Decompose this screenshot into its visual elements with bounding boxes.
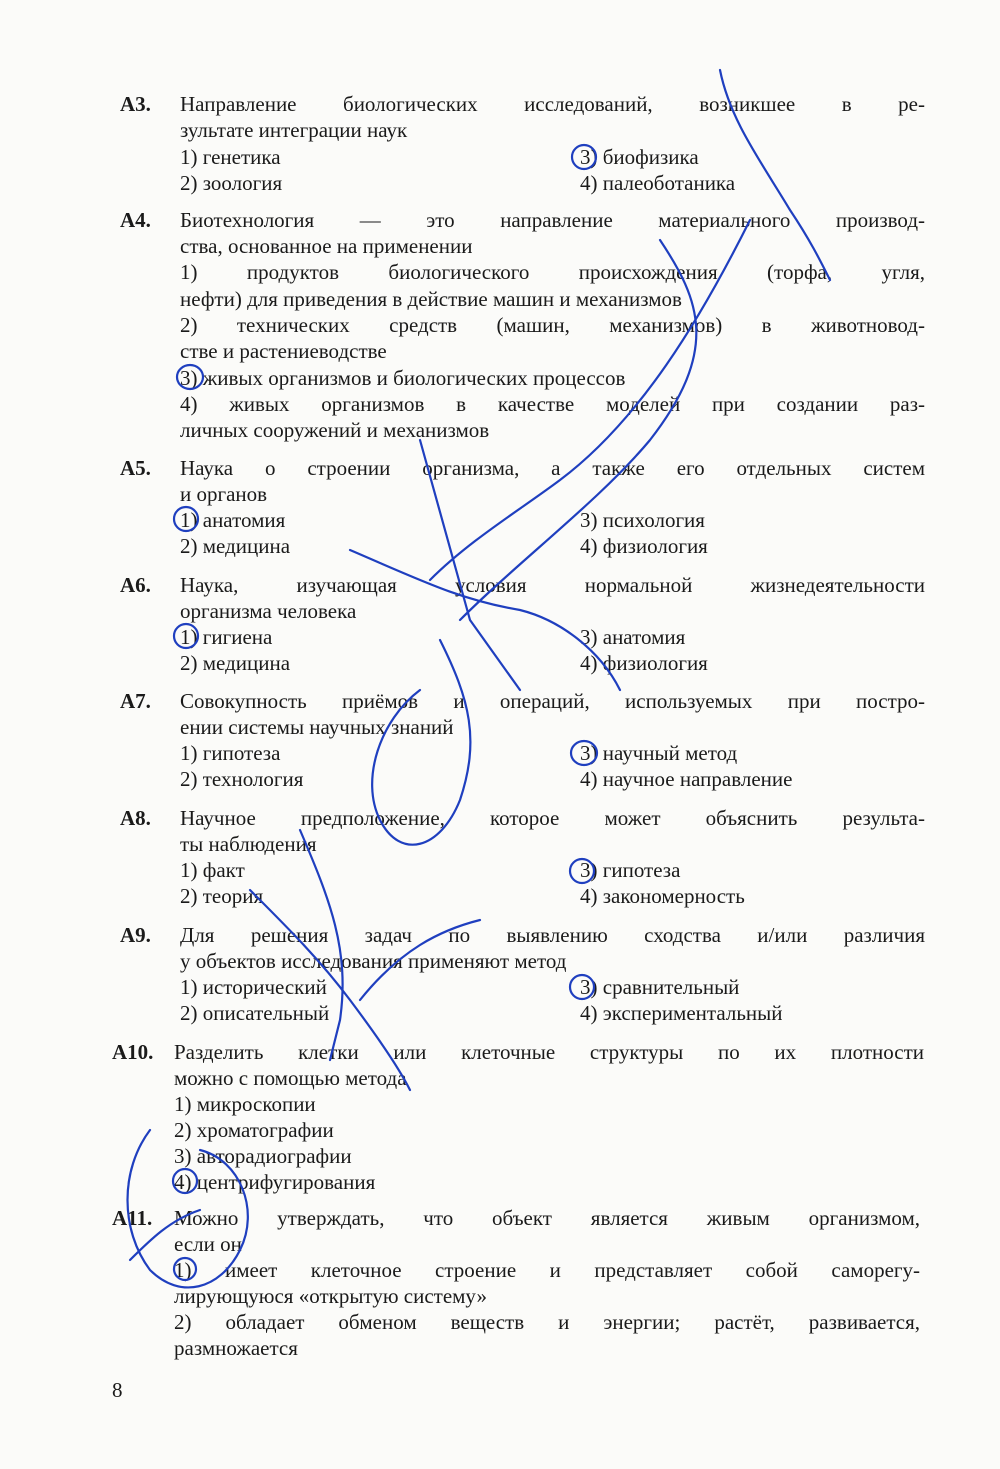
question-text: организма человека [180,599,357,623]
question-number: A10. [112,1040,154,1064]
option: размножается [174,1336,298,1360]
question-number: A3. [120,92,151,116]
question-number: A6. [120,573,151,597]
question-text: Направление биологических исследований, возникшее в ре- [180,92,925,116]
question-text: Для решения задач по выявлению сходства и/или различия [180,923,925,947]
option: 4) физиология [580,651,708,675]
option: 4) экспериментальный [580,1001,783,1025]
question-text: ства, основанное на применении [180,234,473,258]
option: 1) гигиена [180,625,273,649]
option: 3) живых организмов и биологических процессов [180,366,626,390]
option: 4) центрифугирования [174,1170,376,1194]
question-text: Наука, изучающая условия нормальной жизнедеятельности [180,573,925,597]
option: 4) физиология [580,534,708,558]
option: 3) гипотеза [580,858,681,882]
question-text: зультате интеграции наук [180,118,408,142]
option: стве и растениеводстве [180,339,387,363]
option: 2) технических средств (машин, механизмов) в животновод- [180,313,925,337]
question-text: Наука о строении организма, а также его отдельных систем [180,456,925,480]
option: 1) факт [180,858,245,882]
option: 2) обладает обменом веществ и энергии; растёт, развивается, [174,1310,920,1334]
question-text: Научное предположение, которое может объяснить результа- [180,806,925,830]
option: 2) теория [180,884,264,908]
option: 2) зоология [180,171,283,195]
option: 1) гипотеза [180,741,281,765]
question-number: A5. [120,456,151,480]
question-text: Разделить клетки или клеточные структуры по их плотности [174,1040,924,1064]
option: лирующуюся «открытую систему» [174,1284,487,1308]
option: 1) исторический [180,975,327,999]
option: 2) хроматографии [174,1118,334,1142]
option: 4) закономерность [580,884,745,908]
question-number: A8. [120,806,151,830]
option: 2) медицина [180,651,291,675]
option: 3) психология [580,508,705,532]
question-text: можно с помощью метода [174,1066,407,1090]
option: 2) технология [180,767,304,791]
question-text: ты наблюдения [180,832,317,856]
option: 3) авторадиографии [174,1144,352,1168]
option: 1) имеет клеточное строение и представляет собой саморегу- [174,1258,920,1282]
option: 2) медицина [180,534,291,558]
option: 1) анатомия [180,508,286,532]
question-text: у объектов исследования применяют метод [180,949,567,973]
option: 3) научный метод [580,741,738,765]
question-text: если он [174,1232,242,1256]
question-text: Биотехнология — это направление материального производ- [180,208,925,232]
question-number: A9. [120,923,151,947]
option: 4) научное направление [580,767,793,791]
question-text: Можно утверждать, что объект является живым организмом, [174,1206,920,1230]
question-text: и органов [180,482,268,506]
option: 4) палеоботаника [580,171,736,195]
question-number: A4. [120,208,151,232]
question-text: Совокупность приёмов и операций, используемых при постро- [180,689,925,713]
option: 1) микроскопии [174,1092,316,1116]
option: 2) описательный [180,1001,330,1025]
option: 1) генетика [180,145,281,169]
question-text: ении системы научных знаний [180,715,454,739]
option: 3) анатомия [580,625,686,649]
page-number: 8 [112,1378,123,1402]
question-number: A7. [120,689,151,713]
option: 3) сравнительный [580,975,740,999]
option: личных сооружений и механизмов [180,418,490,442]
option: 4) живых организмов в качестве моделей при создании раз- [180,392,925,416]
option: 1) продуктов биологического происхождения (торфа, угля, [180,260,925,284]
option: нефти) для приведения в действие машин и механизмов [180,287,682,311]
option: 3) биофизика [580,145,699,169]
question-number: A11. [112,1206,153,1230]
